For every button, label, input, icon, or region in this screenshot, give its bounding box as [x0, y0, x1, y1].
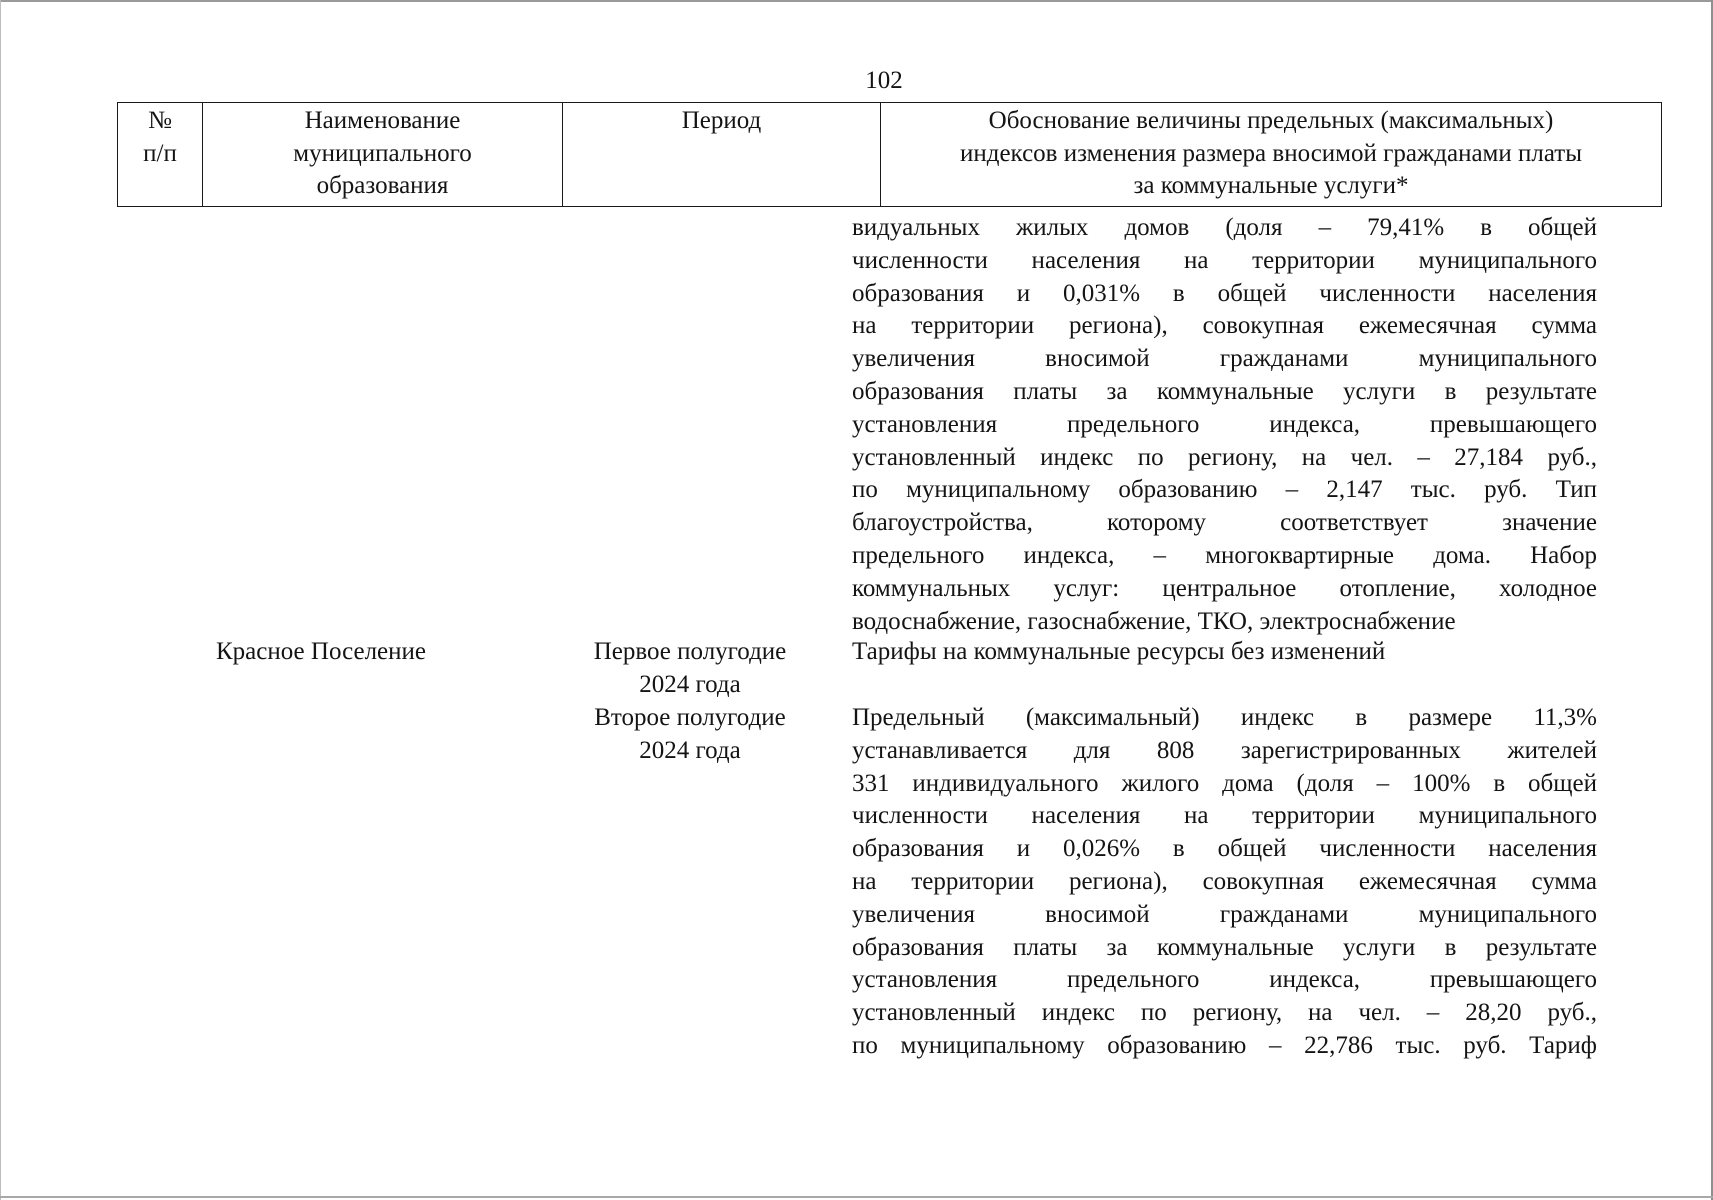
header-name-line: муниципального [293, 139, 472, 167]
header-name-cell [203, 103, 563, 207]
header-name-line: Наименование [304, 107, 461, 134]
text-line: предельного индекса, – многоквартирные дома. Набор [852, 541, 1597, 569]
scan-edge-bottom [0, 1196, 1713, 1198]
period-second-half [555, 702, 825, 768]
text-line: на территории региона), совокупная ежемесячная сумма [852, 312, 1597, 340]
text-line: образования платы за коммунальные услуги в результате [852, 933, 1597, 961]
text-line: по муниципальному образованию – 22,786 тыс. руб. Тариф [852, 1031, 1597, 1059]
period-second-justification [852, 702, 1597, 1063]
text-line: увеличения вносимой гражданами муниципального [852, 345, 1597, 373]
continuation-paragraph [852, 212, 1597, 638]
text-line: видуальных жилых домов (доля – 79,41% в общей [852, 214, 1597, 241]
text-line: по муниципальному образованию – 2,147 тыс. руб. Тип [852, 476, 1597, 504]
text-line: устанавливается для 808 зарегистрированных жителей [852, 736, 1597, 764]
text-line: установленный индекс по региону, на чел. – 27,184 руб., [852, 443, 1597, 471]
period-line: Первое полугодие [593, 638, 787, 665]
text-line: установления предельного индекса, превышающего [852, 966, 1597, 994]
period-line: 2024 года [639, 670, 741, 698]
text-line: водоснабжение, газоснабжение, ТКО, электроснабжение [852, 607, 1456, 635]
header-justification-cell [881, 103, 1662, 207]
period-first-half [555, 636, 825, 702]
text-line: образования платы за коммунальные услуги в результате [852, 377, 1597, 405]
header-number-cell [118, 103, 203, 207]
text-line: 331 индивидуального жилого дома (доля – 100% в общей [852, 769, 1597, 797]
scan-edge-left [0, 0, 1, 1200]
page-number: 102 [865, 67, 903, 94]
text-line: Предельный (максимальный) индекс в размере 11,3% [852, 704, 1597, 731]
header-justification-line: Обоснование величины предельных (максимальных) [988, 107, 1554, 134]
text-line: образования и 0,031% в общей численности населения [852, 279, 1597, 307]
text-line: численности населения на территории муниципального [852, 246, 1597, 274]
text-line: установленный индекс по региону, на чел. – 28,20 руб., [852, 999, 1597, 1027]
text-line: Тарифы на коммунальные ресурсы без изменений [852, 638, 1386, 665]
municipality-name: Красное Поселение [216, 638, 426, 665]
header-number-line: № [148, 107, 172, 134]
header-number-line: п/п [143, 139, 177, 167]
text-line: коммунальных услуг: центральное отопление, холодное [852, 574, 1597, 602]
table-header [117, 102, 1662, 207]
scan-edge-top [0, 0, 1713, 2]
header-justification-line: за коммунальные услуги* [1133, 172, 1409, 199]
text-line: установления предельного индекса, превышающего [852, 410, 1597, 438]
text-line: численности населения на территории муниципального [852, 802, 1597, 830]
header-period-line: Период [681, 107, 762, 134]
period-line: 2024 года [639, 736, 741, 764]
header-name-line: образования [316, 172, 449, 199]
period-line: Второе полугодие [594, 704, 786, 731]
text-line: благоустройства, которому соответствует значение [852, 509, 1597, 537]
text-line: на территории региона), совокупная ежемесячная сумма [852, 867, 1597, 895]
text-line: образования и 0,026% в общей численности населения [852, 835, 1597, 863]
header-justification-line: индексов изменения размера вносимой гражданами платы [959, 139, 1583, 167]
period-first-justification [852, 636, 1597, 669]
text-line: увеличения вносимой гражданами муниципального [852, 900, 1597, 928]
header-period-cell [563, 103, 881, 207]
